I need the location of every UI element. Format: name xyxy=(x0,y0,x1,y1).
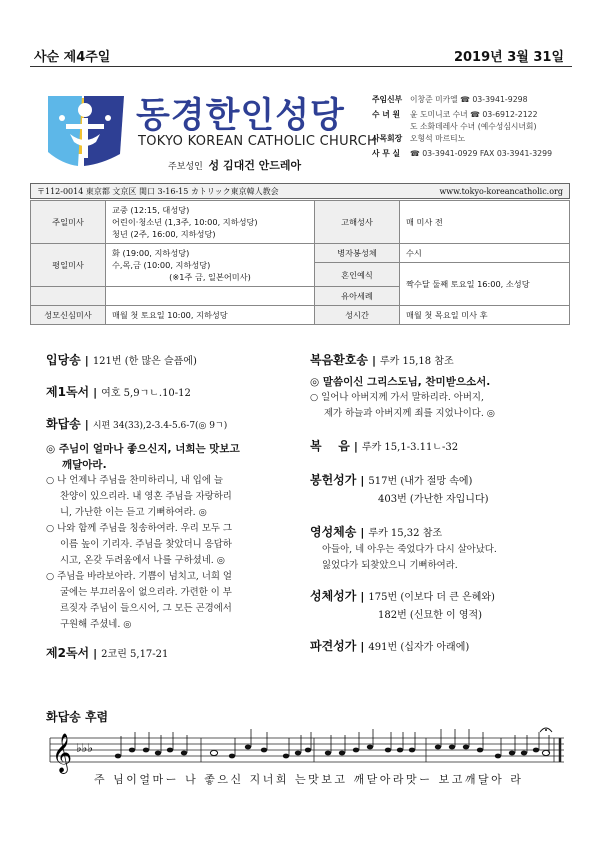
sunday-line: 어린이·청소년 (1,3주, 10:00, 지하성당) xyxy=(112,217,258,227)
gospel-acc-value: 루카 15,18 참조 xyxy=(380,356,454,367)
bulletin-date: 2019년 3월 31일 xyxy=(453,50,564,65)
verse-line: 제가 하늘과 아버지께 죄를 지었나이다. ◎ xyxy=(324,408,495,419)
marian-mass-label: 성모신심미사 xyxy=(31,306,106,325)
antiphon-line: ◎ 주님이 얼마나 좋으신지, 너희는 맛보고 xyxy=(46,443,240,455)
weekday-mass-label: 평일미사 xyxy=(31,244,106,287)
sunday-line: 청년 (2주, 16:00, 지하성당) xyxy=(112,229,216,239)
infant-baptism-label: 유아세례 xyxy=(315,287,400,306)
psalm-verse-1 xyxy=(46,473,291,521)
refrain-title: 화답송 후렴 xyxy=(46,710,109,724)
psalm-verse-2 xyxy=(46,521,291,569)
sick-communion-value: 수시 xyxy=(400,244,570,263)
bulletin-week: 사순 제4주일 xyxy=(34,50,111,65)
weekday-line: 화 (19:00, 지하성당) xyxy=(112,248,190,258)
communion-hymn: 성체성가 | 175번 (이보다 더 큰 은혜와) xyxy=(310,589,495,603)
contact-row xyxy=(372,146,582,161)
confession-value: 매 미사 전 xyxy=(400,201,570,244)
mass-schedule-table xyxy=(30,200,570,325)
contact-row xyxy=(372,107,582,122)
verse-line: ○ 일어나 아버지께 가서 말하리라. 아버지, xyxy=(310,392,484,403)
antiphon-line: 깨달아라. xyxy=(62,459,107,471)
svg-text:𝄞: 𝄞 xyxy=(52,733,73,773)
offertory-hymn: 봉헌성가 | 517번 (내가 절망 속에) xyxy=(310,473,473,487)
acclamation-verse xyxy=(310,390,566,422)
gospel-acc-label: 복음환호송 xyxy=(310,353,368,367)
contact-label: 수 녀 원 xyxy=(372,110,401,119)
offertory-value: 403번 (가난한 자입니다) xyxy=(378,494,489,505)
church-title-english: TOKYO KOREAN CATHOLIC CHURCH xyxy=(138,134,378,149)
communion-antiphon-text xyxy=(310,542,566,574)
contact-value: 이창준 미카엘 ☎ 03-3941-9298 xyxy=(410,95,528,104)
gospel-value: 루카 15,1-3.11ㄴ-32 xyxy=(361,442,459,453)
responsorial-psalm: 화답송 | 시편 34(33),2-3.4-5.6-7(◎ 9ㄱ) xyxy=(46,417,228,431)
weekday-spacer xyxy=(106,287,315,306)
liturgy-left-column xyxy=(46,352,291,663)
patron-name: 성 김대건 안드레아 xyxy=(208,159,302,172)
holy-hour-label: 성시간 xyxy=(315,306,400,325)
verse-line: 굴에는 부끄러움이 없으리라. 가련한 이 부 xyxy=(60,587,232,598)
contact-value: 오형석 마르티노 xyxy=(410,134,466,143)
sunday-line: 교중 (12:15, 대성당) xyxy=(112,205,190,215)
recessional-hymn: 파견성가 | 491번 (십자가 아래에) xyxy=(310,639,470,653)
confession-label: 고해성사 xyxy=(315,201,400,244)
communion-ant-value: 루카 15,32 참조 xyxy=(368,528,443,539)
psalm-value: 시편 34(33),2-3.4-5.6-7(◎ 9ㄱ) xyxy=(92,421,228,431)
contact-list xyxy=(372,92,582,161)
website-link[interactable]: www.tokyo-koreancatholic.org xyxy=(439,187,563,196)
sick-communion-label: 병자봉성체 xyxy=(315,244,400,263)
contact-label xyxy=(372,122,410,131)
patron-prefix: 주보성인 xyxy=(168,162,203,172)
acclamation-text: ◎ 말씀이신 그리스도님, 찬미받으소서. xyxy=(310,376,491,388)
church-logo-icon xyxy=(40,94,130,170)
holy-hour-value: 매월 첫 목요일 미사 후 xyxy=(400,306,570,325)
weekday-line: (※1주 금, 일본어미사) xyxy=(169,272,251,282)
reading1-label: 제1독서 xyxy=(46,385,90,399)
sunday-mass-label: 주일미사 xyxy=(31,201,106,244)
communion-label: 성체성가 xyxy=(310,589,357,603)
contact-label: 주임신부 xyxy=(372,95,403,104)
contact-row xyxy=(372,131,582,146)
contact-value: ☎ 03-3941-0929 FAX 03-3941-3299 xyxy=(410,149,553,158)
communion-hymn-2 xyxy=(310,606,566,624)
church-title: 동경한인성당 xyxy=(136,96,345,136)
music-staff-icon xyxy=(46,722,568,778)
contact-row xyxy=(372,122,582,131)
verse-line: 찬양이 있으리라. 내 영혼 주님을 자랑하리 xyxy=(60,491,232,502)
sunday-mass-times xyxy=(106,201,315,244)
contact-value: 도 소화데레사 수녀 (예수성심시녀회) xyxy=(410,122,537,131)
entrance-label: 입당송 xyxy=(46,353,81,367)
offertory-value: 517번 (내가 절망 속에) xyxy=(368,476,473,487)
verse-line: 잃었다가 되찾았으니 기뻐하여라. xyxy=(322,560,458,571)
verse-line: 니, 가난한 이는 듣고 기뻐하여라. ◎ xyxy=(60,507,207,518)
refrain-lyrics: 주 님이얼마ー 나 좋으신 지너희 는맛보고 깨닫아라맛ー 보고깨달아 라 xyxy=(94,773,524,786)
communion-ant-label: 영성체송 xyxy=(310,525,357,539)
contact-label: 사 무 실 xyxy=(372,149,401,158)
reading2-value: 2코린 5,17-21 xyxy=(101,649,169,660)
reading1-value: 여호 5,9ㄱㄴ.10-12 xyxy=(101,388,191,399)
verse-line: ○ 나와 함께 주님을 칭송하여라. 우리 모두 그 xyxy=(46,523,232,534)
wedding-baptism-value: 짝수달 둘째 토요일 16:00, 소성당 xyxy=(400,263,570,306)
psalm-verse-3 xyxy=(46,569,291,633)
psalm-label: 화답송 xyxy=(46,417,81,431)
second-reading: 제2독서 | 2코린 5,17-21 xyxy=(46,646,169,660)
address-text: 〒112-0014 東京都 文京区 関口 3-16-15 カトリック東京韓人教会 xyxy=(37,187,279,196)
offertory-label: 봉헌성가 xyxy=(310,473,357,487)
contact-row xyxy=(372,92,582,107)
weekday-spacer xyxy=(31,287,106,306)
gospel-acclamation: 복음환호송 | 루카 15,18 참조 xyxy=(310,353,454,367)
verse-line: 아들아, 네 아우는 죽었다가 다시 살아났다. xyxy=(322,544,497,555)
offertory-hymn-2 xyxy=(310,490,566,508)
wedding-label: 혼인예식 xyxy=(315,263,400,287)
communion-antiphon: 영성체송 | 루카 15,32 참조 xyxy=(310,525,443,539)
svg-text:♭♭♭: ♭♭♭ xyxy=(76,741,93,755)
entrance-value: 121번 (한 많은 슬픔에) xyxy=(92,356,197,367)
verse-line: 이름 높이 기리자. 주님을 찾았더니 응답하 xyxy=(60,539,232,550)
first-reading: 제1독서 | 여호 5,9ㄱㄴ.10-12 xyxy=(46,385,191,399)
reading2-label: 제2독서 xyxy=(46,646,90,660)
liturgy-right-column xyxy=(310,352,566,656)
gospel: 복 음 | 루카 15,1-3.11ㄴ-32 xyxy=(310,439,459,453)
marian-mass-value: 매월 첫 토요일 10:00, 지하성당 xyxy=(106,306,315,325)
verse-line: ○ 나 언제나 주님을 찬미하리니, 내 입에 늘 xyxy=(46,475,223,486)
recessional-label: 파견성가 xyxy=(310,639,357,653)
psalm-antiphon xyxy=(46,441,291,473)
weekday-line: 수,목,금 (10:00, 지하성당) xyxy=(112,260,211,270)
header-rule xyxy=(30,66,572,67)
communion-value: 175번 (이보다 더 큰 은혜와) xyxy=(368,592,495,603)
verse-line: 구원해 주셨네. ◎ xyxy=(60,619,132,630)
address-bar xyxy=(30,183,570,199)
verse-line: 르짖자 주님이 들으시어, 그 모든 곤경에서 xyxy=(60,603,232,614)
communion-value: 182번 (신묘한 이 영적) xyxy=(378,610,483,621)
contact-label: 사목회장 xyxy=(372,134,403,143)
weekday-mass-times xyxy=(106,244,315,287)
recessional-value: 491번 (십자가 아래에) xyxy=(368,642,470,653)
contact-value: 윤 도미니코 수녀 ☎ 03-6912-2122 xyxy=(410,110,538,119)
entrance-hymn: 입당송 | 121번 (한 많은 슬픔에) xyxy=(46,353,197,367)
verse-line: 시고, 온갖 두려움에서 나를 구하셨네. ◎ xyxy=(60,555,225,566)
gospel-label: 복 음 xyxy=(310,439,350,453)
verse-line: ○ 주님을 바라보아라. 기쁨이 넘치고, 너희 얼 xyxy=(46,571,232,582)
patron-saint xyxy=(168,157,301,173)
